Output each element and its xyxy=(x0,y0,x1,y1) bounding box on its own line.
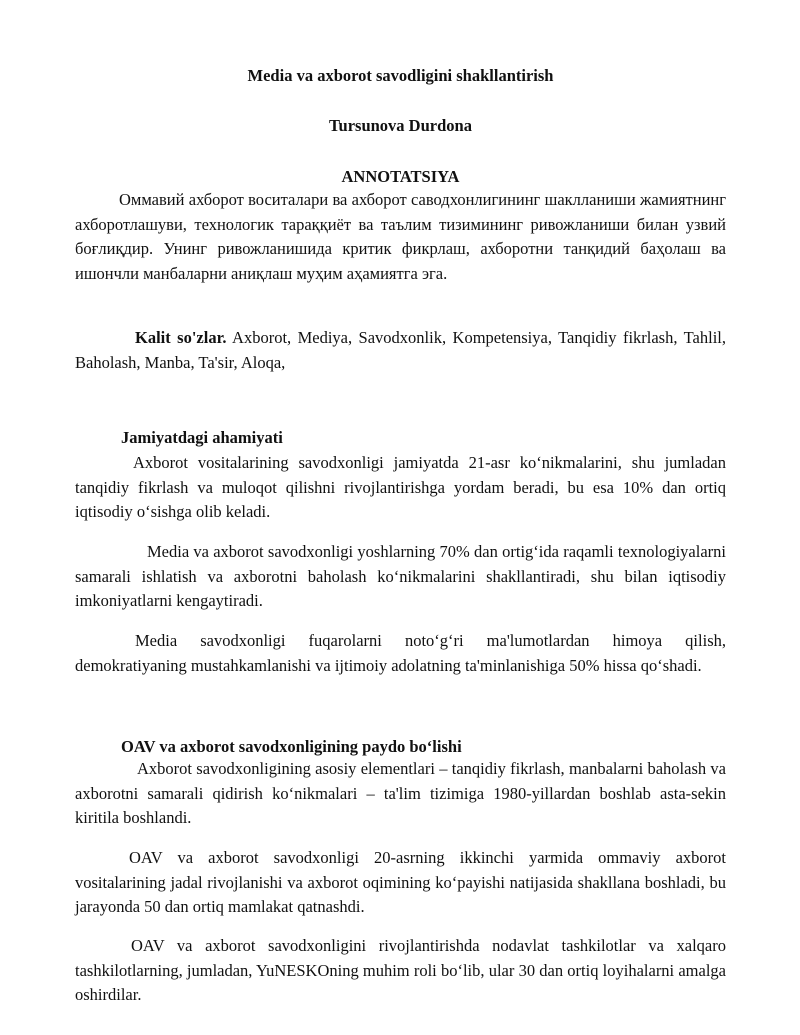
keywords-list: Axborot, Mediya, Savodxonlik, Kompetensiya, Tanqidiy fikrlash, Tahlil, Baholash, Manba, Ta'sir, Aloqa, xyxy=(75,328,726,372)
abstract-paragraph: Оммавий ахборот воситалари ва ахборот саводхонлигининг шаклланиши жамиятнинг ахборотлашуви, технологик тараққиёт ва таълим тизимининг ривожланиши билан узвий боғлиқдир. Унинг ривожланишида критик фикрлаш, ахборотни танқидий баҳолаш ва ишончли манбаларни аниқлаш муҳим аҳамиятга эга. xyxy=(75,190,726,283)
emergence-paragraph-2: OAV va axborot savodxonligi 20-asrning ikkinchi yarmida ommaviy axborot vositalarining jadal rivojlanishi va axborot oqimining ko‘payishi natijasida shakllana boshladi, bu jarayonda 50 dan ortiq mamlakat qatnashdi. xyxy=(75,848,726,916)
keywords-label: Kalit so'zlar. xyxy=(135,328,227,347)
keywords-paragraph xyxy=(75,326,726,375)
document-title: Media va axborot savodligini shakllantirish xyxy=(247,66,554,85)
emergence-paragraph-1: Axborot savodxonligining asosiy elementlari – tanqidiy fikrlash, manbalarni baholash va axborotni samarali qidirish ko‘nikmalari – ta'lim tizimiga 1980-yillardan boshlab asta-sekin kiritila boshlandi. xyxy=(75,759,726,827)
emergence-paragraph-3: OAV va axborot savodxonligini rivojlantirishda nodavlat tashkilotlar va xalqaro tashkilotlarning, jumladan, YuNESKOning muhim roli bo‘lib, ular 30 dan ortiq loyihalarni amalga oshirdilar. xyxy=(75,936,726,1004)
significance-paragraph-2: Media va axborot savodxonligi yoshlarning 70% dan ortig‘ida raqamli texnologiyalarni samarali ishlatish va axborotni baholash ko‘nikmalarini shakllantiradi, shu bilan iqtisodiy imkoniyatlarni kengaytiradi. xyxy=(75,542,726,610)
section-heading-significance: Jamiyatdagi ahamiyati xyxy=(121,428,283,447)
document-author: Tursunova Durdona xyxy=(329,116,472,135)
abstract-heading: ANNOTATSIYA xyxy=(341,167,460,186)
significance-paragraph-1: Axborot vositalarining savodxonligi jamiyatda 21-asr ko‘nikmalarini, shu jumladan tanqidiy fikrlash va muloqot qilishni rivojlantirishga yordam beradi, bu esa 10% dan ortiq iqtisodiy o‘sishga olib keladi. xyxy=(75,453,726,521)
section-heading-emergence: OAV va axborot savodxonligining paydo bo‘lishi xyxy=(121,737,462,756)
significance-paragraph-3: Media savodxonligi fuqarolarni noto‘g‘ri ma'lumotlardan himoya qilish, demokratiyaning mustahkamlanishi va ijtimoiy adolatning ta'minlanishiga 50% hissa qo‘shadi. xyxy=(75,631,726,675)
